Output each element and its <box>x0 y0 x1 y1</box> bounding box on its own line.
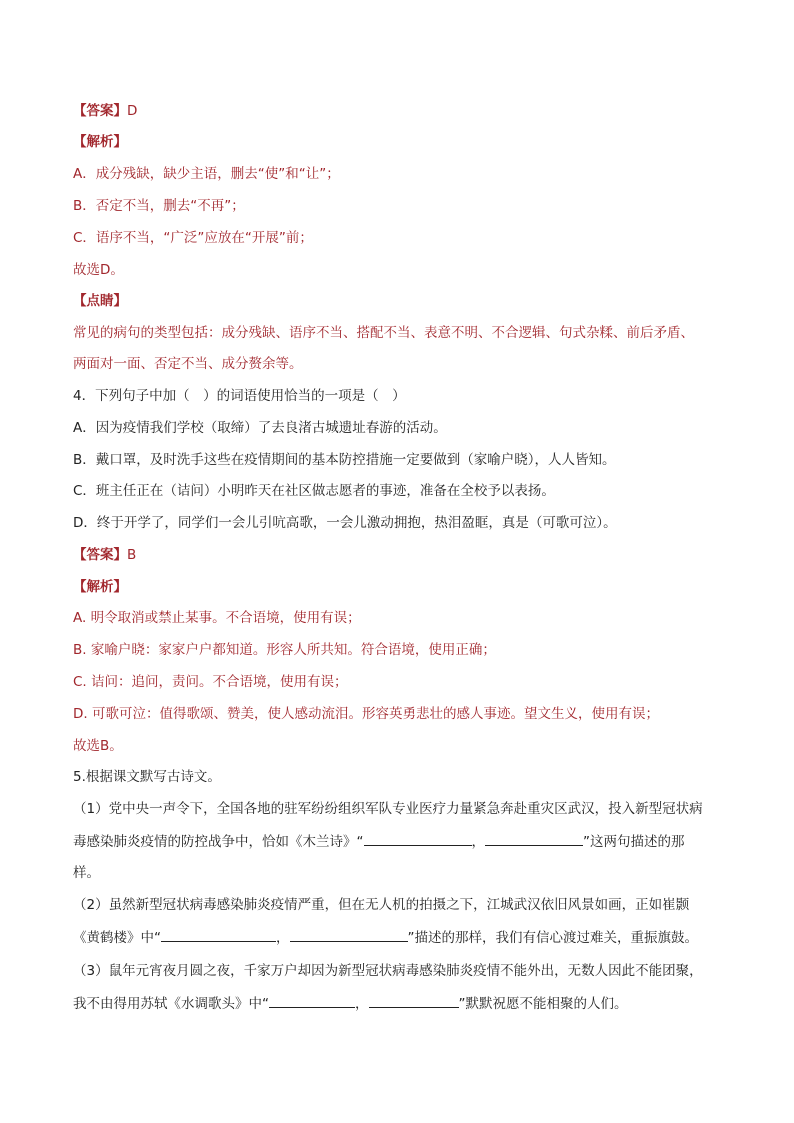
comma-separator: ， <box>276 930 290 946</box>
q5-part3-text-b: ”默默祝愿不能相聚的人们。 <box>458 996 628 1012</box>
answer-blank[interactable] <box>290 927 408 942</box>
answer-blank[interactable] <box>369 993 459 1008</box>
q5-part2-text-b: ”描述的那样，我们有信心渡过难关，重振旗鼓。 <box>407 930 698 946</box>
comma-separator: ， <box>355 996 369 1012</box>
q5-part1-line2 <box>73 831 685 852</box>
question-4-option-b: B．戴口罩，及时洗手这些在疫情期间的基本防控措施一定要做到（家喻户晓），人人皆知。 <box>73 452 616 468</box>
analysis-line-b: B. 家喻户晓：家家户户都知道。形容人所共知。符合语境，使用正确； <box>73 642 496 658</box>
q5-part2-line1: （2）虽然新型冠状病毒感染肺炎疫情严重，但在无人机的拍摄之下，江城武汉依旧风景如画，正如崔颢 <box>73 897 690 913</box>
analysis-tag: 【解析】 <box>73 134 127 150</box>
question-4-option-d: D．终于开学了，同学们一会儿引吭高歌，一会儿激动拥抱，热泪盈眶，真是（可歌可泣）。 <box>73 515 617 531</box>
question-5-stem: 5.根据课文默写古诗文。 <box>73 769 221 785</box>
question-4-option-a: A．因为疫情我们学校（取缔）了去良渚古城遗址春游的活动。 <box>73 420 447 436</box>
tips-line-2: 两面对一面、否定不当、成分赘余等。 <box>73 356 303 372</box>
q5-part3-line1: （3）鼠年元宵夜月圆之夜，千家万户却因为新型冠状病毒感染肺炎疫情不能外出，无数人因此不能团聚， <box>73 963 703 979</box>
q5-part3-line2 <box>73 993 628 1014</box>
q5-part2-text-a: 《黄鹤楼》中“ <box>73 930 161 946</box>
analysis-line-d: D. 可歌可泣：值得歌颂、赞美，使人感动流泪。形容英勇悲壮的感人事迹。望文生义，使用有误； <box>73 706 659 722</box>
answer-line-q4 <box>73 545 136 565</box>
analysis-line-b: B．否定不当，删去“不再”； <box>73 198 245 214</box>
conclusion-text: 故选D。 <box>73 262 124 278</box>
answer-line-q3 <box>73 101 137 121</box>
answer-blank[interactable] <box>364 831 472 846</box>
q5-part2-line2 <box>73 927 698 948</box>
answer-tag: 【答案】 <box>73 103 127 119</box>
q5-part1-line1: （1）党中央一声令下，全国各地的驻军纷纷组织军队专业医疗力量紧急奔赴重灾区武汉，投入新型冠状病 <box>73 801 703 817</box>
q5-part1-text-a: 毒感染肺炎疫情的防控战争中，恰如《木兰诗》“ <box>73 834 364 850</box>
analysis-line-c: C. 诘问：追问，责问。不合语境，使用有误； <box>73 674 348 690</box>
answer-value: D <box>127 103 138 119</box>
conclusion-text: 故选B。 <box>73 738 123 754</box>
analysis-line-c: C．语序不当，“广泛”应放在“开展”前； <box>73 230 313 246</box>
comma-separator: ， <box>471 834 485 850</box>
question-4-stem: 4．下列句子中加（ ）的词语使用恰当的一项是（ ） <box>73 388 406 404</box>
question-4-option-c: C．班主任正在（诘问）小明昨天在社区做志愿者的事迹，准备在全校予以表扬。 <box>73 483 555 499</box>
answer-tag: 【答案】 <box>73 547 127 563</box>
q5-part1-line3: 样。 <box>73 865 100 881</box>
analysis-line-a: A．成分残缺，缺少主语，删去“使”和“让”； <box>73 166 340 182</box>
answer-blank[interactable] <box>485 831 583 846</box>
q5-part3-text-a: 我不由得用苏轼《水调歌头》中“ <box>73 996 269 1012</box>
tips-tag: 【点睛】 <box>73 293 127 309</box>
analysis-tag: 【解析】 <box>73 579 127 595</box>
q5-part1-text-b: ”这两句描述的那 <box>583 834 685 850</box>
tips-line-1: 常见的病句的类型包括：成分残缺、语序不当、搭配不当、表意不明、不合逻辑、句式杂糅、前后矛盾、 <box>73 325 694 341</box>
answer-blank[interactable] <box>269 993 355 1008</box>
analysis-line-a: A. 明令取消或禁止某事。不合语境，使用有误； <box>73 610 361 626</box>
answer-value: B <box>127 547 137 563</box>
answer-blank[interactable] <box>161 927 276 942</box>
